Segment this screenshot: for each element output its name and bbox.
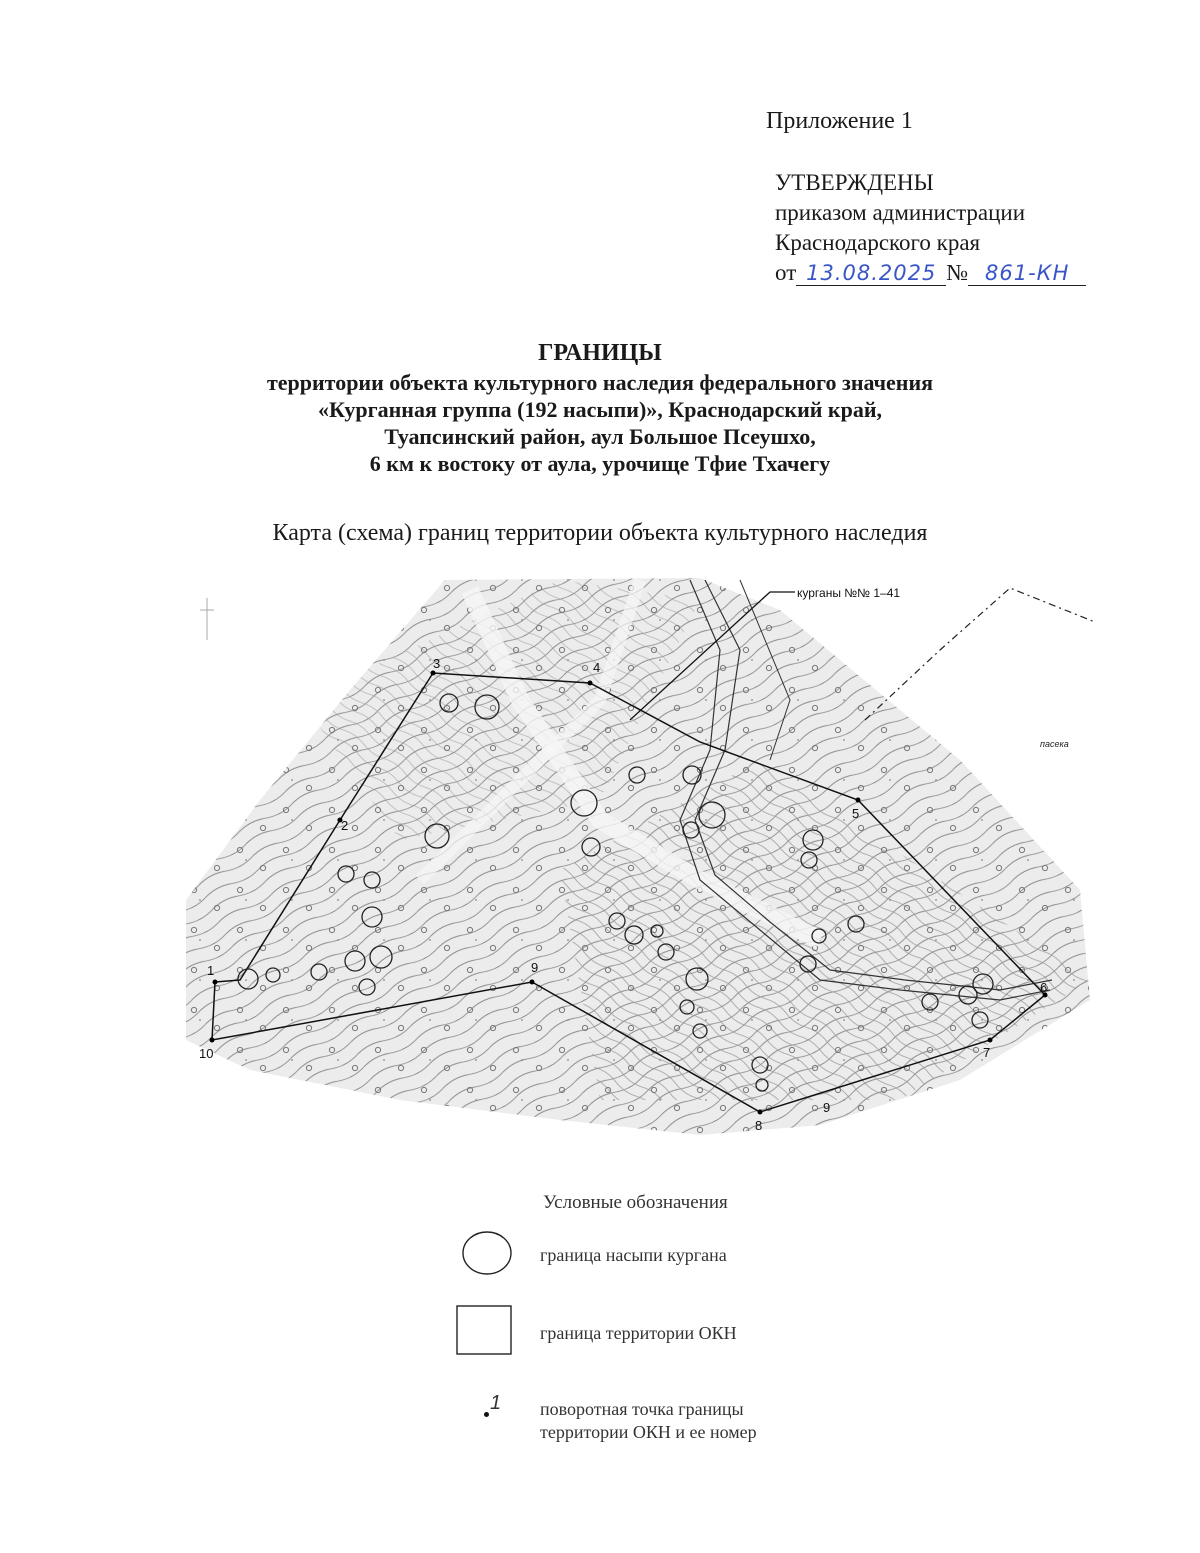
approval-block	[775, 168, 1086, 288]
apiary-boundary	[865, 588, 1095, 720]
legend-label-mound: граница насыпи кургана	[540, 1245, 727, 1265]
point-label-6: 6	[1040, 980, 1048, 995]
point-label-5: 5	[852, 806, 860, 821]
boundary-map	[0, 570, 1200, 1150]
point-label-3: 3	[433, 656, 441, 671]
handwritten-number: 861-КН	[985, 261, 1070, 285]
map-subtitle: Карта (схема) границ территории объекта культурного наследия	[272, 520, 928, 546]
boundary-point-icon	[478, 1392, 518, 1432]
point-label-extra: 9	[823, 1100, 831, 1115]
apiary-label: пасека	[1040, 739, 1069, 749]
scan-mark	[200, 598, 214, 640]
title-line-1: территории объекта культурного наследия федерального значения	[266, 370, 934, 395]
date-field	[796, 261, 946, 286]
title-main: ГРАНИЦЫ	[538, 340, 662, 366]
point-label-1: 1	[207, 963, 215, 978]
point-label-10: 10	[199, 1046, 214, 1061]
circle-icon	[458, 1228, 518, 1278]
boundary-point	[588, 681, 593, 686]
legend-label-territory: граница территории ОКН	[540, 1323, 737, 1343]
title-line-4: 6 км к востоку от аула, урочище Тфие Тхачегу	[369, 451, 831, 476]
point-label-2: 2	[341, 818, 349, 833]
document-title	[0, 340, 1200, 477]
boundary-point	[213, 980, 218, 985]
point-label-7: 7	[983, 1045, 991, 1060]
point-label-8: 8	[755, 1118, 763, 1133]
terrain-area	[180, 570, 1100, 1150]
point-example-number: 1	[490, 1392, 502, 1414]
point-dot	[484, 1412, 489, 1417]
boundary-point	[431, 671, 436, 676]
legend-label-point	[540, 1398, 757, 1444]
handwritten-date: 13.08.2025	[806, 261, 937, 285]
boundary-point	[856, 798, 861, 803]
boundary-point	[210, 1038, 215, 1043]
boundary-point	[988, 1038, 993, 1043]
date-prefix: от	[775, 260, 797, 285]
approved-line-1: приказом администрации	[775, 200, 1026, 225]
number-prefix: №	[946, 260, 969, 285]
callout-label: курганы №№ 1–41	[797, 586, 901, 600]
approval-date-line	[775, 258, 1086, 288]
appendix-label: Приложение 1	[766, 108, 913, 134]
point-label-9: 9	[531, 960, 539, 975]
boundary-point	[758, 1110, 763, 1115]
title-line-2: «Курганная группа (192 насыпи)», Краснодарский край,	[317, 397, 883, 422]
approved-line-2: Краснодарского края	[775, 230, 981, 255]
number-field	[968, 261, 1086, 286]
square-icon	[455, 1304, 515, 1358]
approved-title: УТВЕРЖДЕНЫ	[775, 170, 934, 195]
legend-label-point-line2: территории ОКН и ее номер	[540, 1422, 757, 1442]
point-label-4: 4	[593, 660, 601, 675]
title-line-3: Туапсинский район, аул Большое Псеушхо,	[384, 424, 816, 449]
boundary-point	[530, 980, 535, 985]
legend-label-point-line1: поворотная точка границы	[540, 1399, 744, 1419]
legend-title: Условные обозначения	[543, 1192, 728, 1213]
